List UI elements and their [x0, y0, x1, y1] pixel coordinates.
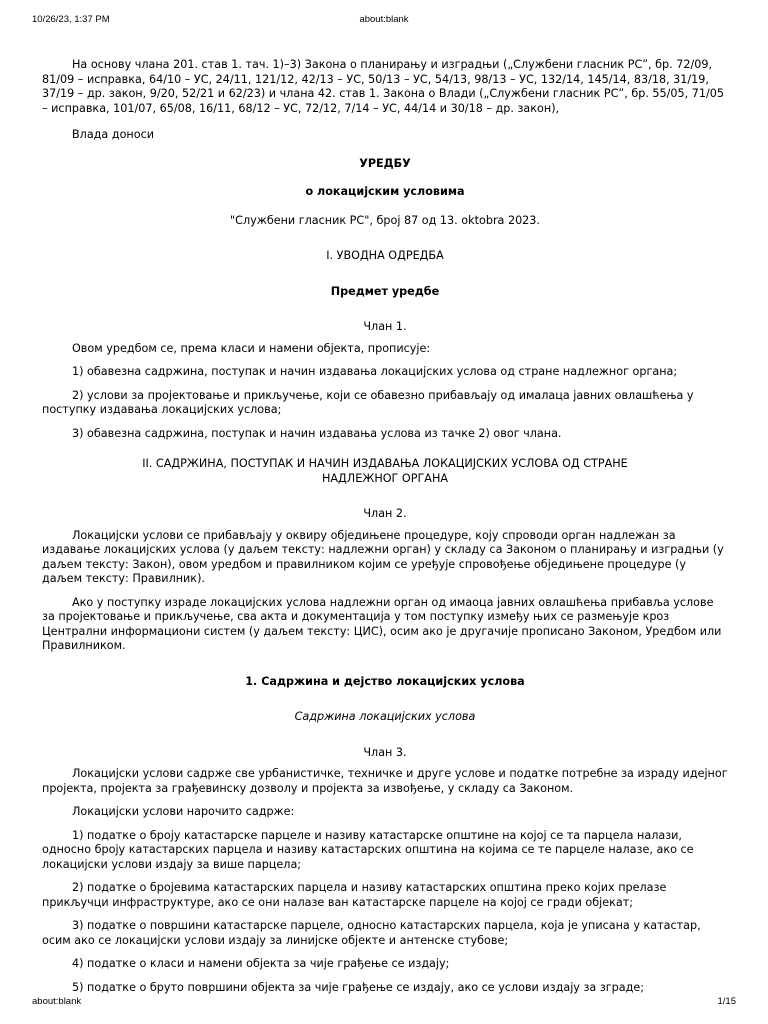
article-1-item: 2) услови за пројектовање и прикључење, који се обавезно прибављају од ималаца јавних овлашћења у поступку издавања локацијских услова;: [42, 388, 694, 416]
section-1-heading: I. УВОДНА ОДРЕДБА: [326, 249, 444, 262]
article-2-paragraph: Локацијски услови се прибављају у оквиру обједињене процедуре, коју спроводи орган надлежан за издавање локацијских услова (у даљем тексту: надлежни орган) у складу са Законом о планирању и изградњи (у даљем тексту: Закон), овом уредбом и правилником којим се уређује спровођење обједињене процедуре (у даљем тексту: Правилник).: [42, 528, 724, 585]
article-1-paragraph: Овом уредбом се, према класи и намени објекта, прописује:: [72, 341, 431, 355]
decree-subtitle: о локацијским условима: [305, 185, 465, 198]
article-1-label: Члан 1.: [363, 320, 407, 333]
subsection-1-heading: 1. Садржина и дејство локацијских услова: [245, 674, 525, 688]
print-datetime: 10/26/23, 1:37 PM: [32, 14, 110, 25]
article-1-item: 1) обавезна садржина, поступак и начин издавања локацијских услова од стране надлежног органа;: [72, 365, 678, 378]
article-2-paragraph: Ако у поступку израде локацијских услова надлежни орган од имаоца јавних овлашћења прибавља услове за пројектовање и прикључење, сва акта и документација у том поступку између њих се размењује кроз Централни информациони систем (у даљем тексту: ЦИС), осим ако је другачије прописано Законом, Уредбом или Правилником.: [42, 595, 722, 652]
article-3-paragraph: Локацијски услови садрже све урбанистичке, техничке и друге услове и податке потребне за израду идејног пројекта, пројекта за грађевинску дозволу и пројекта за извођење, у складу са Законом.: [42, 767, 728, 795]
article-3-item: 2) податке о бројевима катастарских парцела и називу катастарских општина преко којих прелазе прикључци инфраструктуре, ако се они налазе ван катастарске парцеле на којој се гради објекат;: [42, 881, 667, 909]
article-3-item: 4) податке о класи и намени објекта за чије грађење се издају;: [72, 957, 450, 970]
subsection-1-subheading: Садржина локацијских услова: [294, 710, 476, 723]
document-body: [42, 58, 728, 995]
article-3-item: 5) податке о бруто површини објекта за чије грађење се издају, ако се услови издају за зграде;: [72, 980, 645, 994]
section-2-heading: [42, 457, 728, 486]
section-2-heading-line-2: НАДЛЕЖНОГ ОРГАНА: [321, 471, 449, 485]
article-3-item: 1) податке о броју катастарске парцеле и називу катастарске општине на којој се та парцела налази, односно броју катастарских парцела и називу катастарских општина на којима се те парцеле налазе, ако се локацијски услови издају за више парцела;: [42, 828, 694, 871]
article-1-item: 3) обавезна садржина, поступак и начин издавања услова из тачке 2) овог члана.: [72, 426, 562, 440]
print-title: about:blank: [359, 14, 409, 25]
print-footer: [32, 996, 736, 1010]
article-3-paragraph: Локацијски услови нарочито садрже:: [72, 805, 295, 818]
article-3-item: 3) податке о површини катастарске парцеле, односно катастарских парцела, која је уписана у катастар, осим ако се локацијски услови издају за линијске објекте и антенске стубове;: [42, 919, 701, 947]
preamble: На основу члана 201. став 1. тач. 1)–3) Закона о планирању и изградњи („Службени гласник РС”, бр. 72/09, 81/09 – исправка, 64/10 – УС, 24/11, 121/12, 42/13 – УС, 50/13 – УС, 54/13, 98/13 – УС, 132/14, 145/14, 83/18, 31/19, 37/19 – др. закон, 9/20, 52/21 и 62/23) и члана 42. став 1. Закона о Влади („Службени гласник РС”, бр. 55/05, 71/05 – исправка, 101/07, 65/08, 16/11, 68/12 – УС, 72/12, 7/14 – УС, 44/14 и 30/18 – др. закон),: [42, 58, 725, 115]
article-2-label: Члан 2.: [363, 507, 407, 520]
print-url: about:blank: [32, 996, 82, 1007]
government-line: Влада доноси: [72, 128, 154, 141]
section-2-heading-line-1: II. САДРЖИНА, ПОСТУПАК И НАЧИН ИЗДАВАЊА ЛОКАЦИЈСКИХ УСЛОВА ОД СТРАНЕ: [142, 457, 628, 470]
print-header: [32, 14, 736, 28]
gazette-reference: "Службени гласник РС", број 87 од 13. oktobra 2023.: [230, 213, 540, 227]
page-number: 1/15: [717, 996, 736, 1007]
article-3-label: Члан 3.: [363, 745, 407, 759]
section-1-subheading: Предмет уредбе: [330, 284, 440, 298]
decree-title: УРЕДБУ: [359, 156, 411, 170]
